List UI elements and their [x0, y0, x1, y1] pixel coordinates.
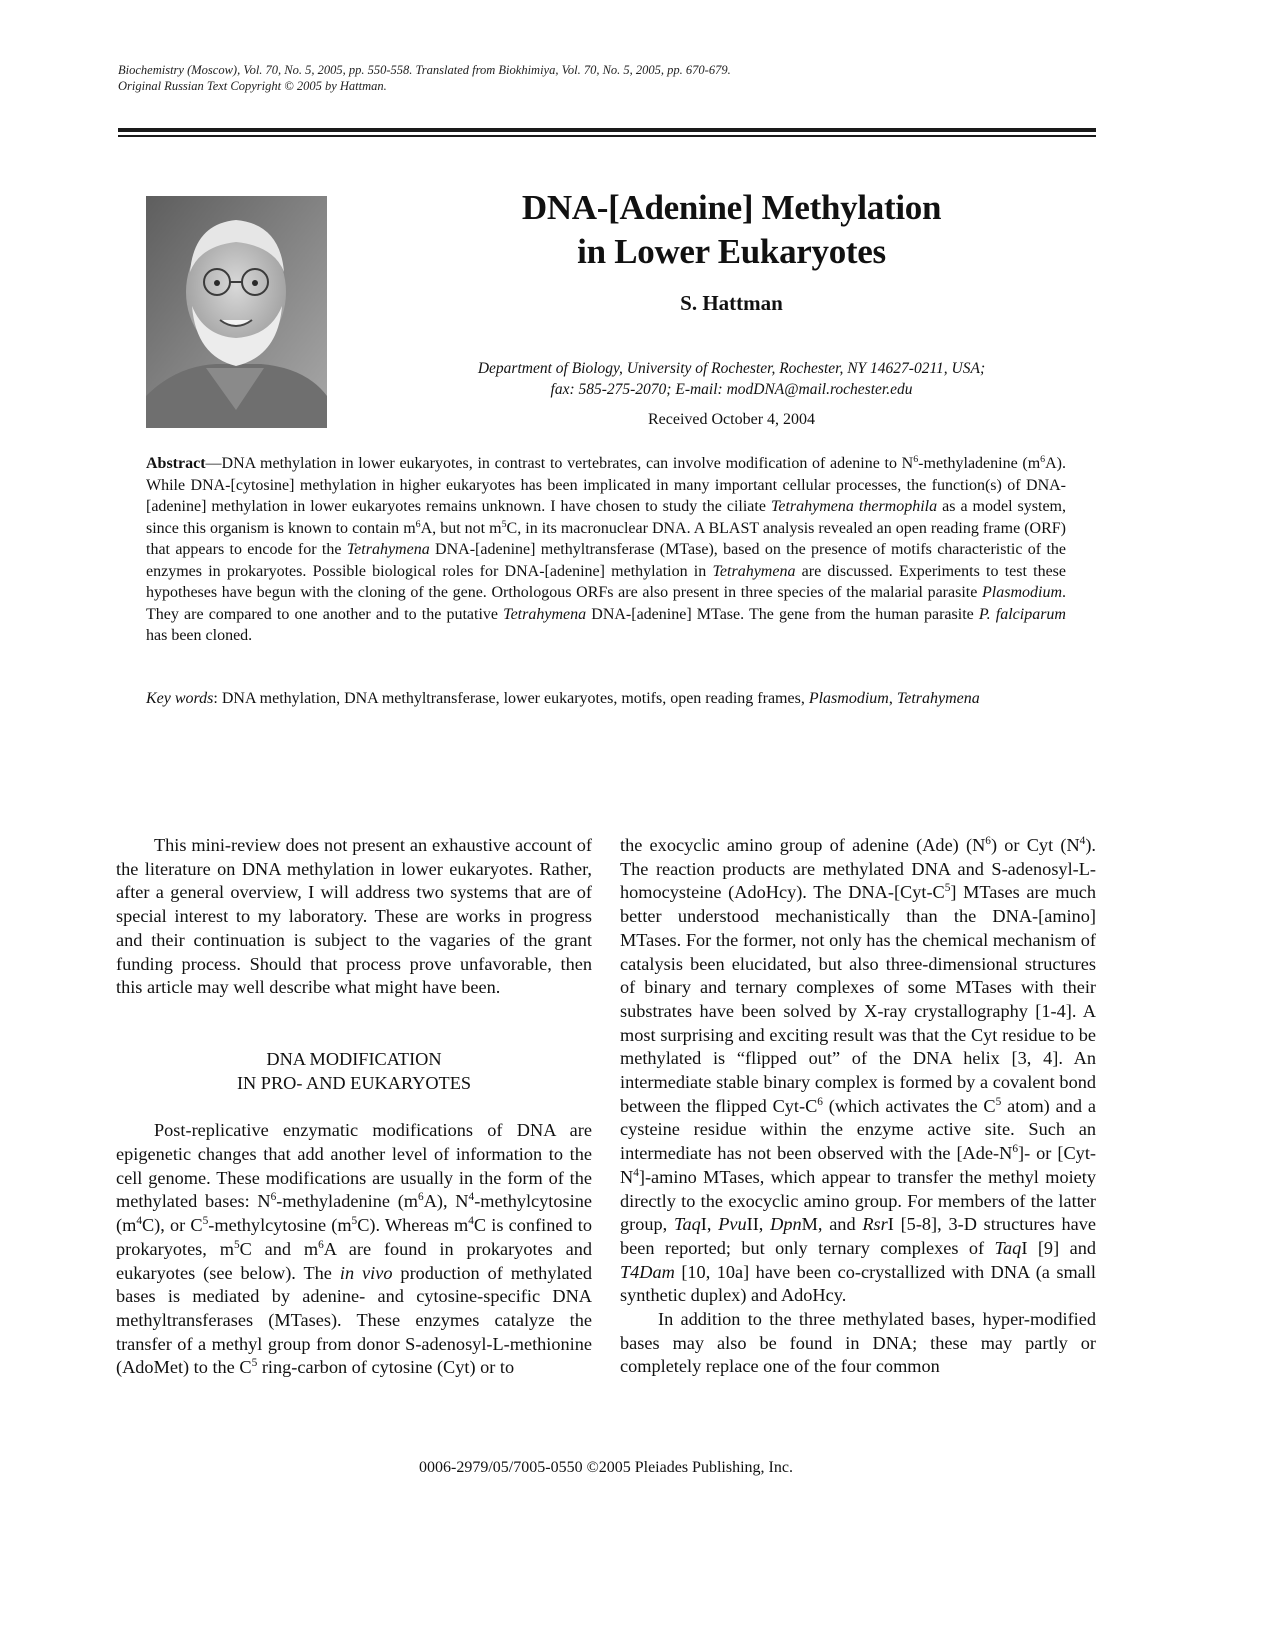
- text-run: I [5-8], 3-D structures have been reported; but only ternary complexes of: [620, 1214, 1096, 1258]
- italic-term: in vivo: [339, 1262, 393, 1283]
- superscript: 5: [233, 1238, 240, 1251]
- text-run: I,: [700, 1214, 719, 1235]
- species-name: Tetrahymena thermophila: [770, 498, 938, 515]
- section-heading-line-1: DNA MODIFICATION: [266, 1048, 442, 1069]
- superscript: 4: [468, 1191, 475, 1204]
- text-run: II,: [746, 1214, 771, 1235]
- abstract-text: has been cloned.: [146, 627, 253, 644]
- species-name: Tetrahymena: [346, 541, 430, 558]
- enzyme-name: Taq: [994, 1237, 1022, 1258]
- species-name: P. falciparum: [978, 605, 1066, 623]
- text-run: ) or Cyt (N: [990, 835, 1080, 855]
- text-run: C and m: [239, 1238, 319, 1259]
- text-run: ]-amino MTases, which appear to transfer the methyl moiety directly to the exocyclic amino group. For members of the latter group,: [620, 1166, 1096, 1235]
- abstract-label: Abstract: [146, 455, 206, 472]
- text-run: Post-replicative enzymatic modifications of DNA are epigenetic changes that add another level of information to the cell genome. These modifications are usually in the form of the methylated bases: N: [116, 1120, 592, 1212]
- abstract-text: A). While DNA-[cytosine] methylation in higher eukaryotes has been implicated in many important cellular processes, the function(s) of DNA-[adenine] methylation in lower eukaryotes remains unknown. I have chosen to study the ciliate: [146, 455, 1067, 515]
- abstract-text: C, in its macronuclear DNA. A BLAST analysis revealed an open reading frame (ORF) that appears to encode for the: [146, 519, 1067, 558]
- abstract-text: . They are compared to one another and to the putative: [146, 584, 1066, 623]
- body-column-right: [620, 834, 1096, 1379]
- article-title: [430, 186, 1033, 274]
- header-rule-thick: [118, 128, 1096, 132]
- superscript: 6: [985, 834, 991, 847]
- abstract-dash: —: [205, 455, 222, 472]
- section-heading: [116, 1048, 592, 1095]
- keyword-italic: Tetrahymena: [896, 690, 980, 707]
- abstract-text: DNA-[adenine] methyltransferase (MTase), based on the presence of motifs characteristic of the enzymes in prokaryotes. Possible biological roles for DNA-[adenine] methylation in: [146, 541, 1066, 580]
- title-line-1: DNA-[Adenine] Methylation: [521, 188, 942, 227]
- affiliation-line-2: fax: 585-275-2070; E-mail: modDNA@mail.rochester.edu: [550, 381, 913, 398]
- keywords: [146, 688, 1066, 709]
- enzyme-name: Taq: [673, 1214, 701, 1235]
- abstract-text: DNA methylation in lower eukaryotes, in contrast to vertebrates, can involve modification of adenine to N: [221, 455, 914, 472]
- affiliation-line-1: Department of Biology, University of Rochester, Rochester, NY 14627-0211, USA;: [477, 360, 986, 377]
- body-paragraph: [116, 1119, 592, 1380]
- text-run: (which activates the C: [822, 1095, 996, 1116]
- species-name: Tetrahymena: [503, 605, 587, 623]
- text-run: M, and: [801, 1214, 863, 1235]
- copyright-line: Original Russian Text Copyright © 2005 by Hattman.: [118, 79, 387, 93]
- text-run: C is confined to prokaryotes, m: [116, 1215, 592, 1259]
- enzyme-name: T4Dam: [620, 1261, 675, 1282]
- text-run: ring-carbon of cytosine (Cyt) or to: [257, 1357, 515, 1378]
- superscript: 5: [995, 1095, 1002, 1108]
- text-run: I [9] and: [1021, 1237, 1096, 1258]
- received-date: Received October 4, 2004: [647, 411, 816, 428]
- abstract-text: -methyladenine (m: [918, 455, 1041, 472]
- superscript: 4: [136, 1215, 142, 1228]
- keyword-italic: Plasmodium: [808, 690, 889, 707]
- body-paragraph: In addition to the three methylated bases, hyper-modified bases may also be found in DNA; these may partly or completely replace one of the four common: [620, 1309, 1096, 1377]
- section-heading-line-2: IN PRO- AND EUKARYOTES: [236, 1072, 472, 1093]
- keywords-separator: ,: [888, 690, 897, 707]
- abstract: [146, 453, 1066, 647]
- superscript: 5: [944, 882, 951, 895]
- text-run: -methyladenine (m: [276, 1191, 419, 1212]
- header-rule-thin: [118, 135, 1096, 137]
- enzyme-name: Dpn: [770, 1214, 802, 1235]
- text-run: -methylcytosine (m: [116, 1191, 592, 1236]
- text-run: ]- or [Cyt-N: [620, 1143, 1096, 1187]
- author-name: S. Hattman: [680, 291, 783, 315]
- superscript: 6: [913, 453, 919, 465]
- abstract-text: are discussed. Experiments to test these hypotheses have begun with the cloning of the gene. Orthologous ORFs are also present in three species of the malarial parasite: [146, 562, 1067, 601]
- superscript: 4: [1079, 834, 1086, 847]
- title-line-2: in Lower Eukaryotes: [577, 232, 886, 271]
- author-portrait: [146, 196, 327, 428]
- author-portrait-image: [146, 196, 327, 428]
- journal-citation: Biochemistry (Moscow), Vol. 70, No. 5, 2005, pp. 550-558. Translated from Biokhimiya, Vol. 70, No. 5, 2005, pp. 670-679.: [118, 63, 731, 77]
- text-run: ] MTases are much better understood mechanistically than the DNA-[amino] MTases. For the former, not only has the chemical mechanism of catalysis been elucidated, but also three-dimensional structures of binary and ternary complexes of some MTases with their substrates have been solved by X-ray crystallography [1-4]. A most surprising and exciting result was that the Cyt residue to be methylated is “flipped out” of the DNA helix [3, 4]. An intermediate stable binary complex is formed by a covalent bond between the flipped Cyt-C: [620, 882, 1096, 1116]
- species-name: Tetrahymena: [712, 562, 796, 580]
- superscript: 6: [415, 518, 421, 530]
- keywords-colon: :: [213, 690, 222, 707]
- text-run: -methylcytosine (m: [208, 1215, 352, 1236]
- superscript: 5: [202, 1215, 209, 1228]
- text-run: A), N: [423, 1191, 469, 1212]
- superscript: 6: [1012, 1143, 1018, 1156]
- superscript: 6: [318, 1238, 324, 1251]
- abstract-text: as a model system, since this organism is known to contain m: [146, 498, 1066, 537]
- superscript: 5: [251, 1357, 258, 1370]
- superscript: 6: [817, 1095, 823, 1108]
- abstract-text: DNA-[adenine] MTase. The gene from the human parasite: [586, 605, 979, 623]
- enzyme-name: Pvu: [718, 1214, 747, 1235]
- text-run: C). Whereas m: [357, 1215, 469, 1236]
- text-run: production of methylated bases is mediated by adenine- and cytosine-specific DNA methyltransferases (MTases). These enzymes catalyze the transfer of a methyl group from donor S-adenosyl-L-methionine (AdoMet) to the C: [116, 1262, 592, 1378]
- journal-header: [118, 62, 1118, 94]
- superscript: 4: [633, 1166, 639, 1179]
- superscript: 6: [1040, 453, 1046, 465]
- keywords-text: DNA methylation, DNA methyltransferase, lower eukaryotes, motifs, open reading frames,: [221, 690, 809, 707]
- text-run: the exocyclic amino group of adenine (Ade) (N: [620, 835, 986, 855]
- enzyme-name: Rsr: [862, 1214, 888, 1235]
- body-paragraph: This mini-review does not present an exhaustive account of the literature on DNA methylation in lower eukaryotes. Rather, after a general overview, I will address two systems that are of special interest to my laboratory. These are works in progress and their continuation is subject to the vagaries of the grant funding process. Should that process prove unfavorable, then this article may well describe what might have been.: [116, 835, 592, 998]
- abstract-text: A, but not m: [420, 519, 502, 537]
- superscript: 5: [351, 1215, 358, 1228]
- keywords-label: Key words: [146, 690, 214, 707]
- species-name: Plasmodium: [982, 584, 1062, 601]
- superscript: 6: [270, 1191, 277, 1204]
- body-paragraph: [620, 834, 1096, 1308]
- page-footer: 0006-2979/05/7005-0550 ©2005 Pleiades Publishing, Inc.: [419, 1459, 793, 1476]
- text-run: ). The reaction products are methylated DNA and S-adenosyl-L-homocysteine (AdoHcy). The DNA-[Cyt-C: [620, 835, 1097, 903]
- superscript: 5: [501, 518, 507, 530]
- text-run: [10, 10a] have been co-crystallized with DNA (a small synthetic duplex) and AdoHcy.: [620, 1261, 1096, 1306]
- text-run: A are found in prokaryotes and eukaryotes (see below). The: [116, 1238, 593, 1283]
- body-column-left: [116, 834, 592, 1380]
- author-affiliation: [430, 358, 1033, 400]
- superscript: 6: [418, 1191, 424, 1204]
- text-run: atom) and a cysteine residue within the enzyme active site. Such an intermediate has not been observed with the [Ade-N: [620, 1095, 1096, 1164]
- superscript: 4: [468, 1215, 474, 1228]
- text-run: C), or C: [141, 1215, 203, 1236]
